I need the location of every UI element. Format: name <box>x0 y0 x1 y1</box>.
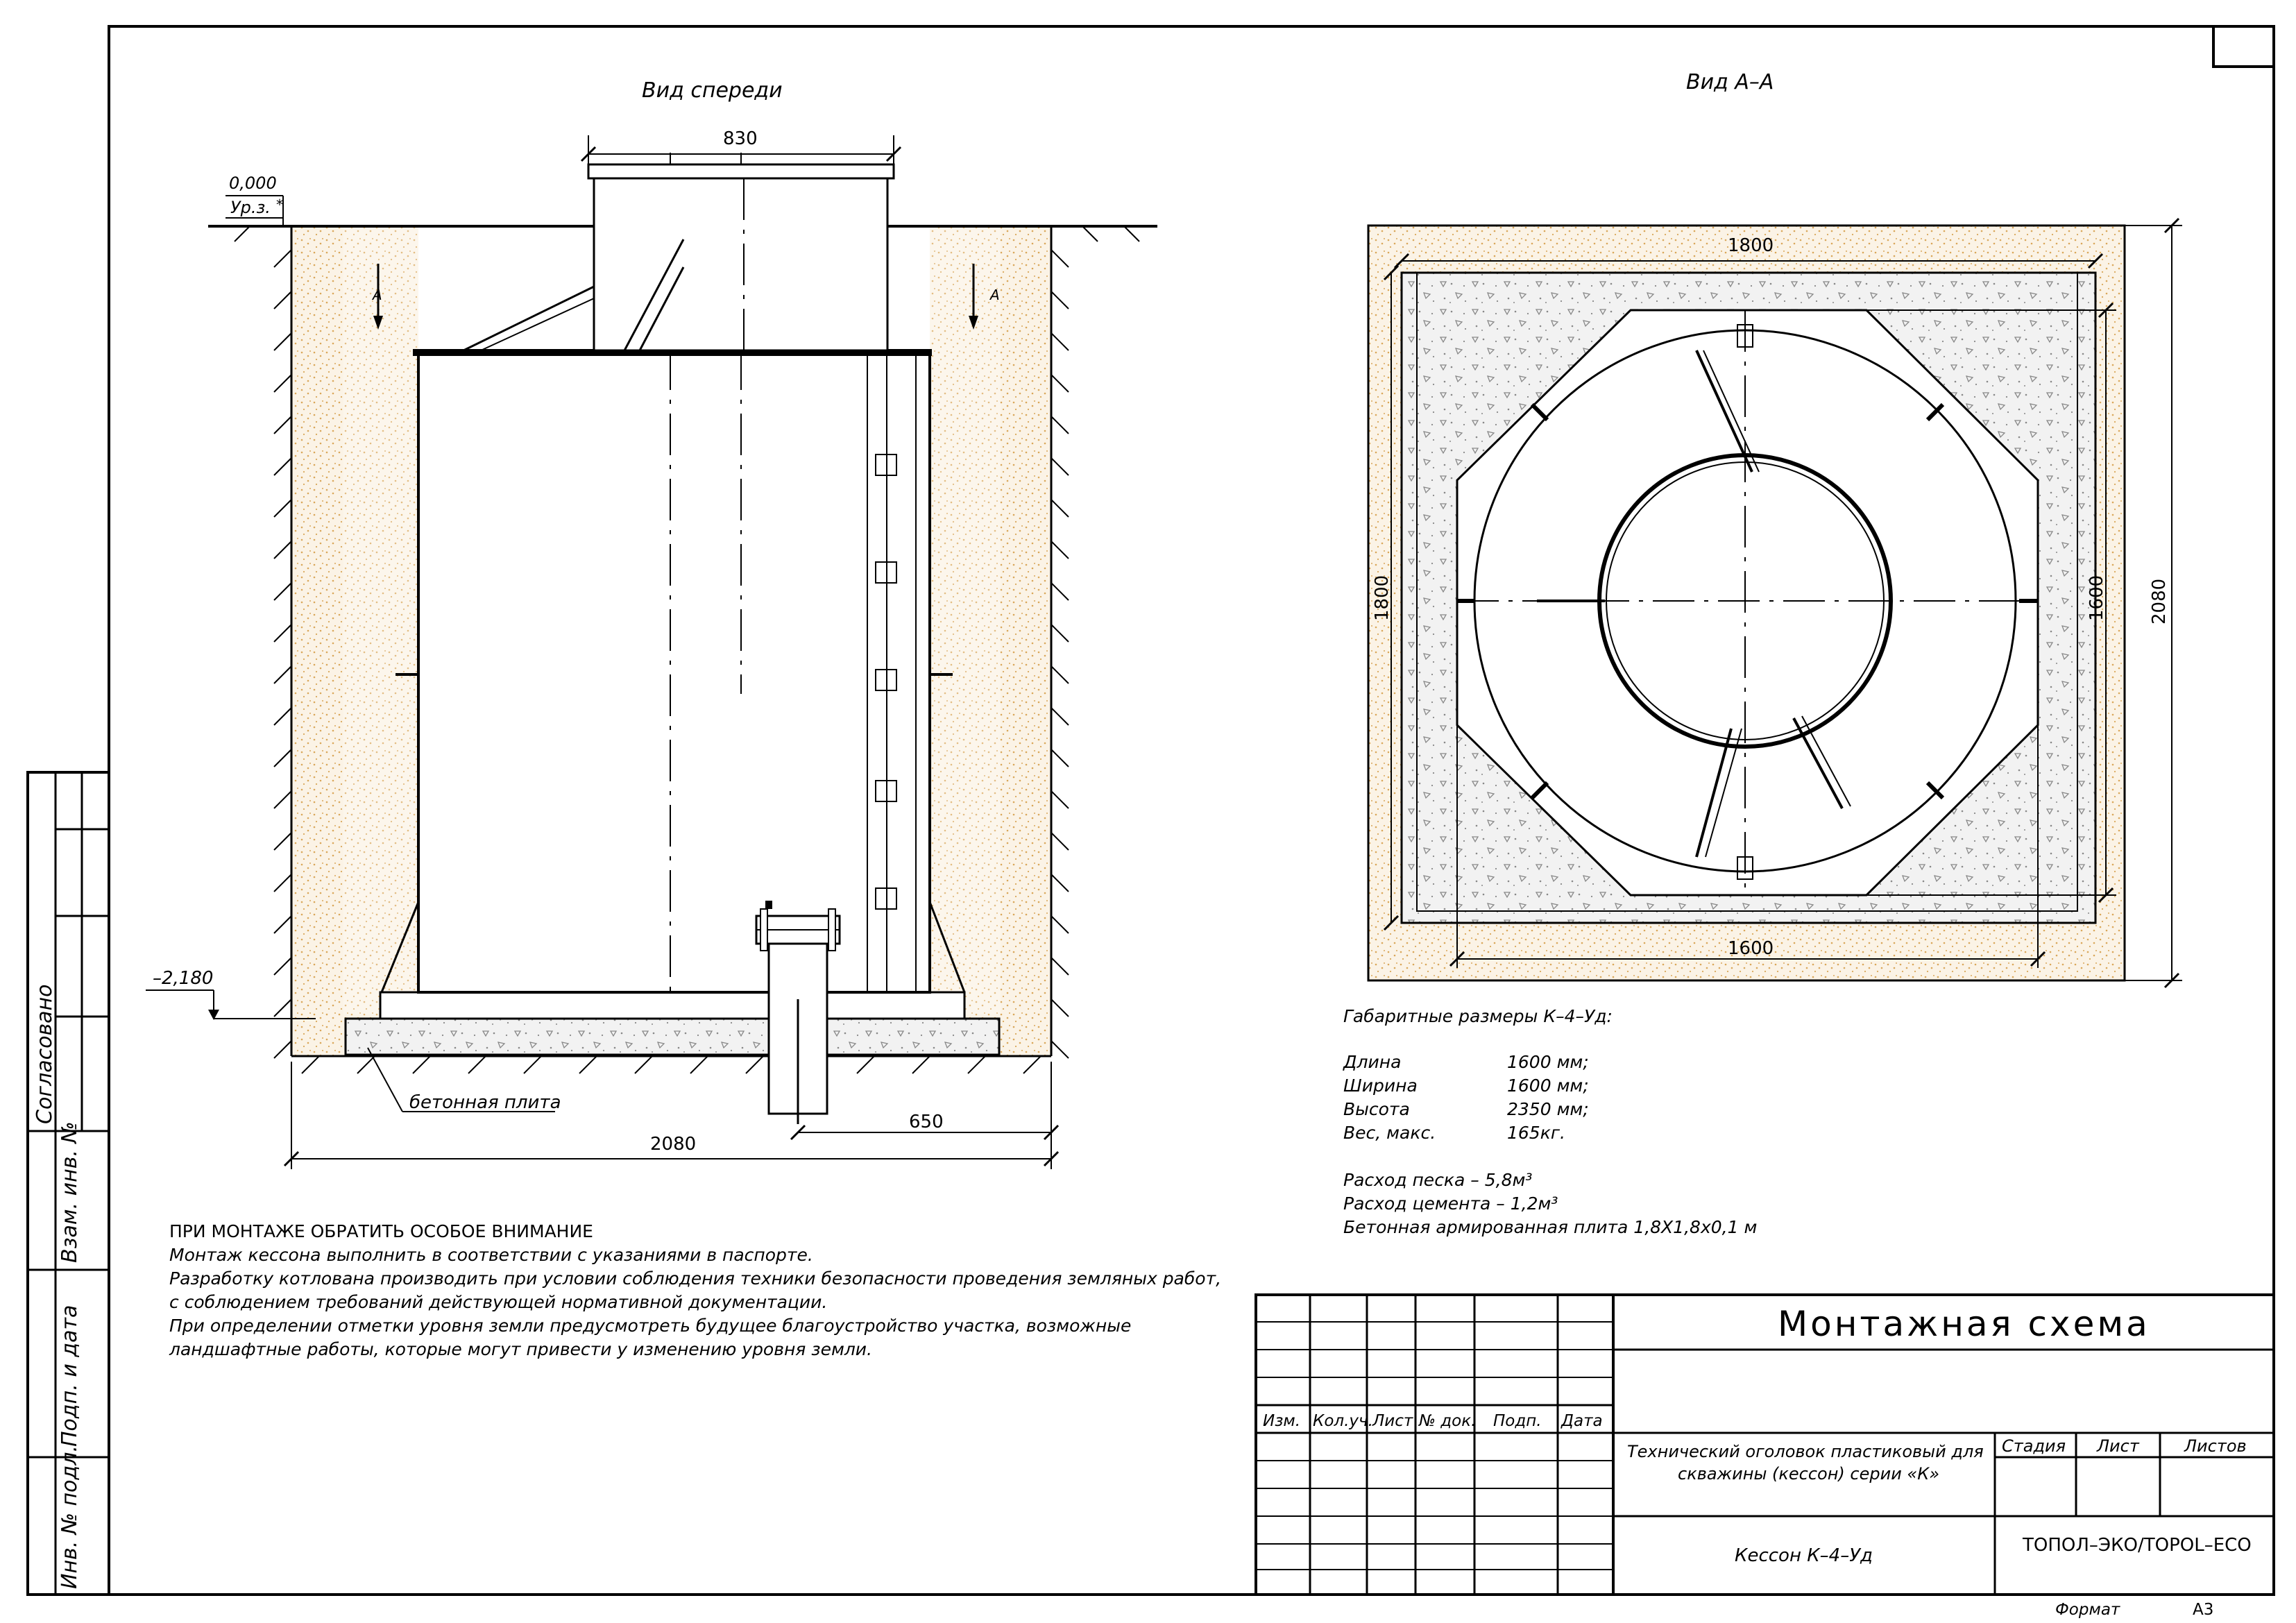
installation-notes <box>169 1220 1222 1361</box>
tb-sheet-label: Лист <box>2097 1436 2139 1456</box>
front-dim-top: 830 <box>723 128 758 149</box>
tb-header-sign: Подп. <box>1493 1412 1542 1430</box>
tb-header-kol: Кол.уч. <box>1313 1412 1373 1430</box>
level-top-label: Ур.з. <box>230 198 271 217</box>
neck-cap <box>588 164 894 178</box>
front-view-title: Вид спереди <box>642 78 783 103</box>
notes-line: с соблюдением требований действующей нормативной документации. <box>169 1292 828 1312</box>
spec-slab: Бетонная армированная плита 1,8Х1,8х0,1 м <box>1343 1217 1758 1237</box>
spec-label-length: Длина <box>1343 1052 1402 1072</box>
soil-pit-fill-left <box>291 226 418 1056</box>
title-block <box>1256 1295 2274 1595</box>
front-dim-total: 2080 <box>650 1134 697 1155</box>
stamp-agreed: Согласовано <box>33 984 57 1124</box>
tb-format-value: А3 <box>2193 1601 2214 1619</box>
section-view-title: Вид А–А <box>1686 70 1774 94</box>
section-dim-top: 1800 <box>1728 235 1774 256</box>
notes-heading: ПРИ МОНТАЖЕ ОБРАТИТЬ ОСОБОЕ ВНИМАНИЕ <box>169 1221 593 1241</box>
tb-header-izm: Изм. <box>1263 1412 1301 1430</box>
frame-corner-box <box>2213 26 2274 67</box>
level-top-value: 0,000 <box>229 173 277 193</box>
tb-format-label: Формат <box>2055 1601 2120 1619</box>
tb-header-date: Дата <box>1561 1412 1603 1430</box>
notes-line: Монтаж кессона выполнить в соответствии с указаниями в паспорте. <box>169 1245 813 1265</box>
spec-cement: Расход цемента – 1,2м³ <box>1343 1193 1558 1214</box>
section-dim-right-inner: 1600 <box>2086 575 2107 621</box>
tb-header-list: Лист <box>1372 1412 1413 1430</box>
tb-product-line2: скважины (кессон) серии «К» <box>1678 1464 1940 1484</box>
stamp-sign-date: Подп. и дата <box>58 1305 82 1447</box>
stamp-inv-orig: Инв. № подл. <box>58 1445 82 1589</box>
section-view <box>1368 219 2182 987</box>
side-stamp <box>28 772 109 1595</box>
notes-line: Разработку котлована производить при условии соблюдения техники безопасности проведения земляных работ, <box>169 1268 1222 1289</box>
spec-value-weight: 165кг. <box>1507 1123 1565 1143</box>
spec-label-weight: Вес, макс. <box>1343 1123 1436 1143</box>
spec-sand: Расход песка – 5,8м³ <box>1343 1170 1533 1190</box>
caisson-base <box>380 992 964 1019</box>
tb-product-line1: Технический оголовок пластиковый для <box>1627 1442 1984 1461</box>
tb-model: Кессон К–4–Уд <box>1735 1545 1873 1566</box>
spec-value-width: 1600 мм; <box>1507 1076 1589 1096</box>
tb-sheets-label: Листов <box>2184 1436 2247 1456</box>
notes-line: ландшафтные работы, которые могут привести у изменению уровня земли. <box>169 1339 873 1359</box>
slab-label: бетонная плита <box>409 1092 561 1113</box>
section-mark-left: А <box>373 287 382 303</box>
spec-label-width: Ширина <box>1343 1076 1418 1096</box>
spec-title: Габаритные размеры К–4–Уд: <box>1343 1006 1613 1026</box>
level-bottom-value: –2,180 <box>153 968 214 989</box>
tb-stage-label: Стадия <box>2002 1436 2066 1456</box>
tb-title: Монтажная схема <box>1778 1304 2150 1344</box>
caisson-body <box>418 352 930 992</box>
concrete-slab <box>346 1019 999 1055</box>
section-mark-right: А <box>990 287 1000 303</box>
front-view <box>146 128 1157 1169</box>
section-dim-bottom: 1600 <box>1728 938 1774 959</box>
spec-label-height: Высота <box>1343 1099 1410 1119</box>
section-dim-right-outer: 2080 <box>2149 578 2170 624</box>
spec-value-height: 2350 мм; <box>1507 1099 1589 1119</box>
svg-text:*: * <box>276 196 283 213</box>
tb-company: ТОПОЛ–ЭКО/TOPOL–ECO <box>2023 1535 2252 1556</box>
notes-line: При определении отметки уровня земли предусмотреть будущее благоустройство участка, возможные <box>169 1316 1132 1336</box>
tb-header-doc: № док. <box>1419 1412 1477 1430</box>
spec-value-length: 1600 мм; <box>1507 1052 1589 1072</box>
front-dim-right: 650 <box>909 1112 944 1132</box>
section-dim-left: 1800 <box>1372 575 1393 621</box>
stamp-replace-inv: Взам. инв. № <box>58 1121 82 1263</box>
soil-pit-fill-right <box>930 226 1051 1056</box>
